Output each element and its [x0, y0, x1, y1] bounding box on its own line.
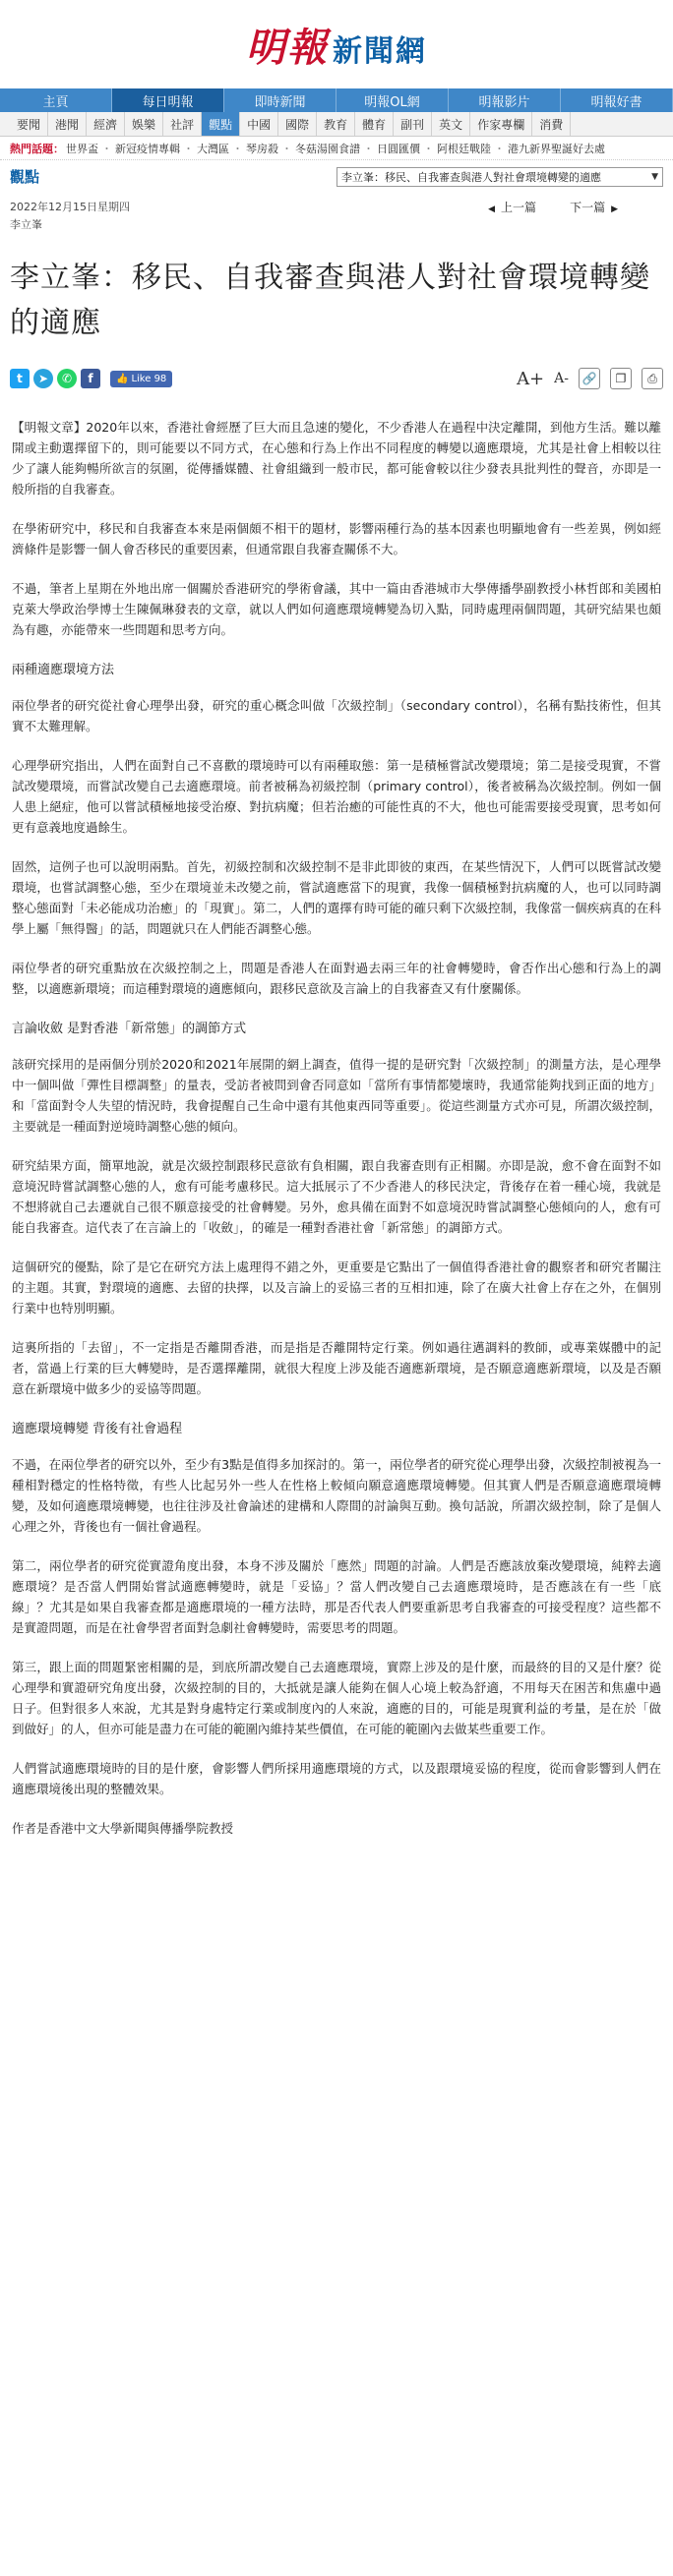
- article-paragraph: 兩位學者的研究重點放在次級控制之上，問題是香港人在面對過去兩三年的社會轉變時，會否作出心態和行為上的調整，以適應新環境；而這種對環境的適應傾向，跟移民意欲及言論上的自我審查又有什麼關係。: [12, 961, 661, 996]
- main-nav-item-instant[interactable]: 即時新聞: [224, 88, 336, 112]
- article-paragraph: 心理學研究指出，人們在面對自己不喜歡的環境時可以有兩種取態：第一是積極嘗試改變環境；第二是接受現實，不嘗試改變環境，而嘗試改變自己去適應環境。前者被稱為初級控制（primary control），後者被稱為次級控制。例如一個人患上絕症，他可以嘗試積極地接受治療、對抗病魔；但若治癒的可能性真的不大，他也可能需要接受現實，思考如何更有意義地度過餘生。: [12, 758, 661, 835]
- sub-nav-item[interactable]: 消費: [532, 112, 571, 136]
- article-paragraph: 【明報文章】2020年以來，香港社會經歷了巨大而且急速的變化，不少香港人在過程中決定離開，到他方生活。難以離開或主動選擇留下的，則可能要以不同方式，在心態和行為上作出不同程度的轉變以適應環境，尤其是社會上相較以往少了讓人能夠暢所欲言的氛圍，從傳播媒體、社會組織到一般市民，都可能會較以往少發表具批判性的聲音，亦即是一般所指的自我審查。: [12, 420, 661, 497]
- twitter-icon[interactable]: t: [10, 369, 30, 388]
- author-bio: 作者是香港中文大學新聞與傳播學院教授: [12, 1821, 234, 1836]
- sub-nav-item[interactable]: 教育: [317, 112, 355, 136]
- main-nav-item-home[interactable]: 主頁: [0, 88, 112, 112]
- hot-topic-link[interactable]: 琴房殺: [246, 142, 278, 155]
- article-paragraph: 這裏所指的「去留」，不一定指是否離開香港，而是指是否離開特定行業。例如過往邁調料的教師，或專業媒體中的記者，當過上行業的巨大轉變時，是否選擇離開，就很大程度上涉及能否適應新環境，是否願意適應新環境，以及是否願意在新環境中做多少的妥協等問題。: [12, 1340, 661, 1396]
- article-headline: 李立峯：移民、自我審查與港人對社會環境轉變的適應: [10, 261, 650, 340]
- article-paragraph: 該研究採用的是兩個分別於2020和2021年展開的網上調查，值得一提的是研究對「次級控制」的測量方法，是心理學中一個叫做「彈性目標調整」的量表，受訪者被問到會否同意如「當所有事情都變壞時，我通常能夠找到正面的地方」和「當面對令人失望的情況時，我會提醒自己生命中還有其他東西同等重要」。從這些測量方式亦可見，所謂次級控制，主要就是一種面對逆境時調整心態的傾向。: [12, 1057, 661, 1134]
- article-paragraph: 不過，筆者上星期在外地出席一個關於香港研究的學術會議，其中一篇由香港城市大學傳播學副教授小林哲郎和美國柏克萊大學政治學博士生陳佩琳發表的文章，就以人們如何適應環境轉變為切入點，同時處理兩個問題，其研究結果也頗為有趣，亦能帶來一些問題和思考方向。: [12, 581, 661, 637]
- hot-topics-bar: 熱門話題： 世界盃 ・ 新冠疫情專輯 ・ 大灣區 ・ 琴房殺 ・ 冬菇湯園食譜 ・ 日圓匯價 ・ 阿根廷戰陸 ・ 港九新界聖誕好去處: [0, 137, 673, 160]
- sub-nav-item[interactable]: 社評: [163, 112, 202, 136]
- triangle-right-icon: ▶: [611, 205, 618, 214]
- whatsapp-icon[interactable]: ✆: [57, 369, 77, 388]
- thumbs-up-icon: 👍: [116, 373, 129, 384]
- font-decrease-button[interactable]: A-: [554, 371, 569, 386]
- main-nav-item-daily[interactable]: 每日明報: [112, 88, 224, 112]
- article-paragraph: 固然，這例子也可以說明兩點。首先，初級控制和次級控制不是非此即彼的東西，在某些情況下，人們可以既嘗試改變環境，也嘗試調整心態，至少在環境並未改變之前，嘗試適應當下的現實，我像一個積極對抗病魔的人，也可以同時調整心態面對「未必能成功治癒」的「現實」。第二，人們的選擇有時可能的確只剩下次級控制，我像當一個疾病真的在科學上屬「無得醫」的話，問題就只在人們能否調整心態。: [12, 859, 661, 936]
- next-article-button[interactable]: 下一篇 ▶: [570, 201, 618, 214]
- article-subheading: 言論收斂 是對香港「新常態」的調節方式: [12, 1022, 247, 1036]
- article-paragraph: 不過，在兩位學者的研究以外，至少有3點是值得多加探討的。第一，兩位學者的研究從心理學出發，次級控制被視為一種相對穩定的性格特徵，有些人比起另外一些人在性格上較傾向願意適應環境轉變。但其實人們是否願意適應環境轉變，及如何適應環境轉變，也往往涉及社會論述的建構和人際間的討論與互動。換句話說，所謂次級控制，除了是個人心理之外，背後也有一個社會過程。: [12, 1457, 661, 1534]
- hot-topic-link[interactable]: 冬菇湯園食譜: [295, 142, 360, 155]
- article-author: 李立峯: [10, 218, 42, 231]
- sub-nav-item[interactable]: 經濟: [87, 112, 125, 136]
- sub-nav-item[interactable]: 體育: [355, 112, 394, 136]
- article-paragraph: 兩位學者的研究從社會心理學出發，研究的重心概念叫做「次級控制」（secondary control），名稱有點技術性，但其實不太難理解。: [12, 698, 661, 733]
- article-paragraph: 人們嘗試適應環境時的目的是什麼，會影響人們所採用適應環境的方式，以及跟環境妥協的程度，從而會影響到人們在適應環境後出現的整體效果。: [12, 1761, 661, 1796]
- section-header: [0, 160, 673, 189]
- hot-topic-link[interactable]: 港九新界聖誕好去處: [508, 142, 605, 155]
- sub-nav-item[interactable]: 英文: [432, 112, 470, 136]
- hot-topic-link[interactable]: 新冠疫情專輯: [115, 142, 180, 155]
- article-subheading: 兩種適應環境方法: [12, 663, 115, 677]
- telegram-icon[interactable]: ➤: [33, 369, 53, 388]
- sub-nav-item[interactable]: 作家專欄: [470, 112, 532, 136]
- hot-topic-link[interactable]: 日圓匯價: [377, 142, 420, 155]
- logo-sub-text: 新聞網: [333, 33, 427, 69]
- section-title[interactable]: 觀點: [10, 168, 40, 186]
- main-nav: [0, 88, 673, 112]
- main-nav-item-video[interactable]: 明報影片: [449, 88, 561, 112]
- sub-nav-item[interactable]: 港聞: [48, 112, 87, 136]
- article-paragraph: 第三，跟上面的問題緊密相關的是，到底所謂改變自己去適應環境，實際上涉及的是什麼，而最終的目的又是什麼？從心理學和實證研究角度出發，次級控制的目的，大抵就是讓人能夠在個人心境上較為舒適，不用每天在困苦和焦慮中過日子。但對很多人來說，尤其是對身處特定行業或制度內的人來說，適應的目的，可能是現實利益的考量，是在於「做到做好」的人，但亦可能是盡力在可能的範圍內維持某些價值，在可能的範圍內去做某些重要工作。: [12, 1660, 661, 1736]
- copy-icon[interactable]: ❐: [610, 368, 632, 389]
- print-icon[interactable]: ⎙: [642, 368, 663, 389]
- article-paragraph: 在學術研究中，移民和自我審查本來是兩個頗不相干的題材，影響兩種行為的基本因素也明顯地會有一些差異，例如經濟條件是影響一個人會否移民的重要因素，但通常跟自我審查關係不大。: [12, 521, 661, 556]
- article-date: 2022年12月15日星期四: [10, 201, 130, 213]
- sub-nav-item-active[interactable]: 觀點: [202, 112, 240, 136]
- sub-nav-item[interactable]: 要聞: [10, 112, 48, 136]
- main-nav-item-ol[interactable]: 明報OL網: [336, 88, 449, 112]
- sub-nav-item[interactable]: 副刊: [394, 112, 432, 136]
- sub-nav-item[interactable]: 娛樂: [125, 112, 163, 136]
- facebook-icon[interactable]: f: [81, 369, 100, 388]
- hot-topics-label: 熱門話題：: [10, 142, 64, 155]
- site-logo[interactable]: [246, 17, 427, 73]
- sub-nav-item[interactable]: 中國: [240, 112, 278, 136]
- article-meta: [0, 189, 673, 234]
- article-paragraph: 研究結果方面，簡單地說，就是次級控制跟移民意欲有負相關，跟自我審查則有正相關。亦即是說，愈不會在面對不如意境況時嘗試調整心態的人，愈有可能考慮移民。這大抵展示了不少香港人的移民決定，背後存在着一種心境，我就是不想將就自己去遷就自己很不願意接受的社會轉變。另外，愈具備在面對不如意境況時嘗試調整心態傾向的人，愈有可能自我審查。這代表了在言論上的「收斂」，的確是一種對香港社會「新常態」的調節方式。: [12, 1158, 661, 1235]
- font-increase-button[interactable]: A+: [517, 368, 545, 389]
- article-select-dropdown[interactable]: [336, 167, 663, 187]
- prev-article-button[interactable]: ◀ 上一篇: [488, 201, 537, 214]
- article-pager: [482, 199, 663, 215]
- sub-nav-item[interactable]: 國際: [278, 112, 317, 136]
- main-nav-item-books[interactable]: 明報好書: [561, 88, 673, 112]
- masthead: [0, 0, 673, 88]
- share-toolbar: [0, 346, 673, 389]
- logo-main-text: 明報: [246, 24, 329, 71]
- hot-topic-link[interactable]: 大灣區: [197, 142, 229, 155]
- triangle-left-icon: ◀: [488, 205, 496, 214]
- sub-nav: [0, 112, 673, 137]
- facebook-like-button[interactable]: 👍 Like 98: [110, 371, 172, 387]
- link-icon[interactable]: 🔗: [579, 368, 600, 389]
- article-select-value: 李立峯：移民、自我審查與港人對社會環境轉變的適應: [341, 170, 601, 184]
- article-paragraph: 這個研究的優點，除了是它在研究方法上處理得不錯之外，更重要是它點出了一個值得香港社會的觀察者和研究者關注的主題。其實，對環境的適應、去留的抉擇，以及言論上的妥協三者的互相扣連，除了在廣大社會上存在之外，在個別行業中也特別明顯。: [12, 1259, 661, 1316]
- hot-topic-link[interactable]: 世界盃: [66, 142, 98, 155]
- chevron-down-icon: ▼: [651, 171, 658, 182]
- hot-topic-link[interactable]: 阿根廷戰陸: [437, 142, 491, 155]
- article-subheading: 適應環境轉變 背後有社會過程: [12, 1422, 183, 1436]
- article-paragraph: 第二，兩位學者的研究從實證角度出發，本身不涉及關於「應然」問題的討論。人們是否應該放棄改變環境，純粹去適應環境？是否當人們開始嘗試適應轉變時，就是「妥協」？當人們改變自己去適應環境時，是否應該在有一些「底線」？尤其是如果自我審查都是適應環境的一種方法時，那是否代表人們要重新思考自我審查的可接受程度？這些都不是實證問題，而是在社會學習者面對急劇社會轉變時，需要思考的問題。: [12, 1558, 661, 1635]
- article-body: [0, 389, 673, 1877]
